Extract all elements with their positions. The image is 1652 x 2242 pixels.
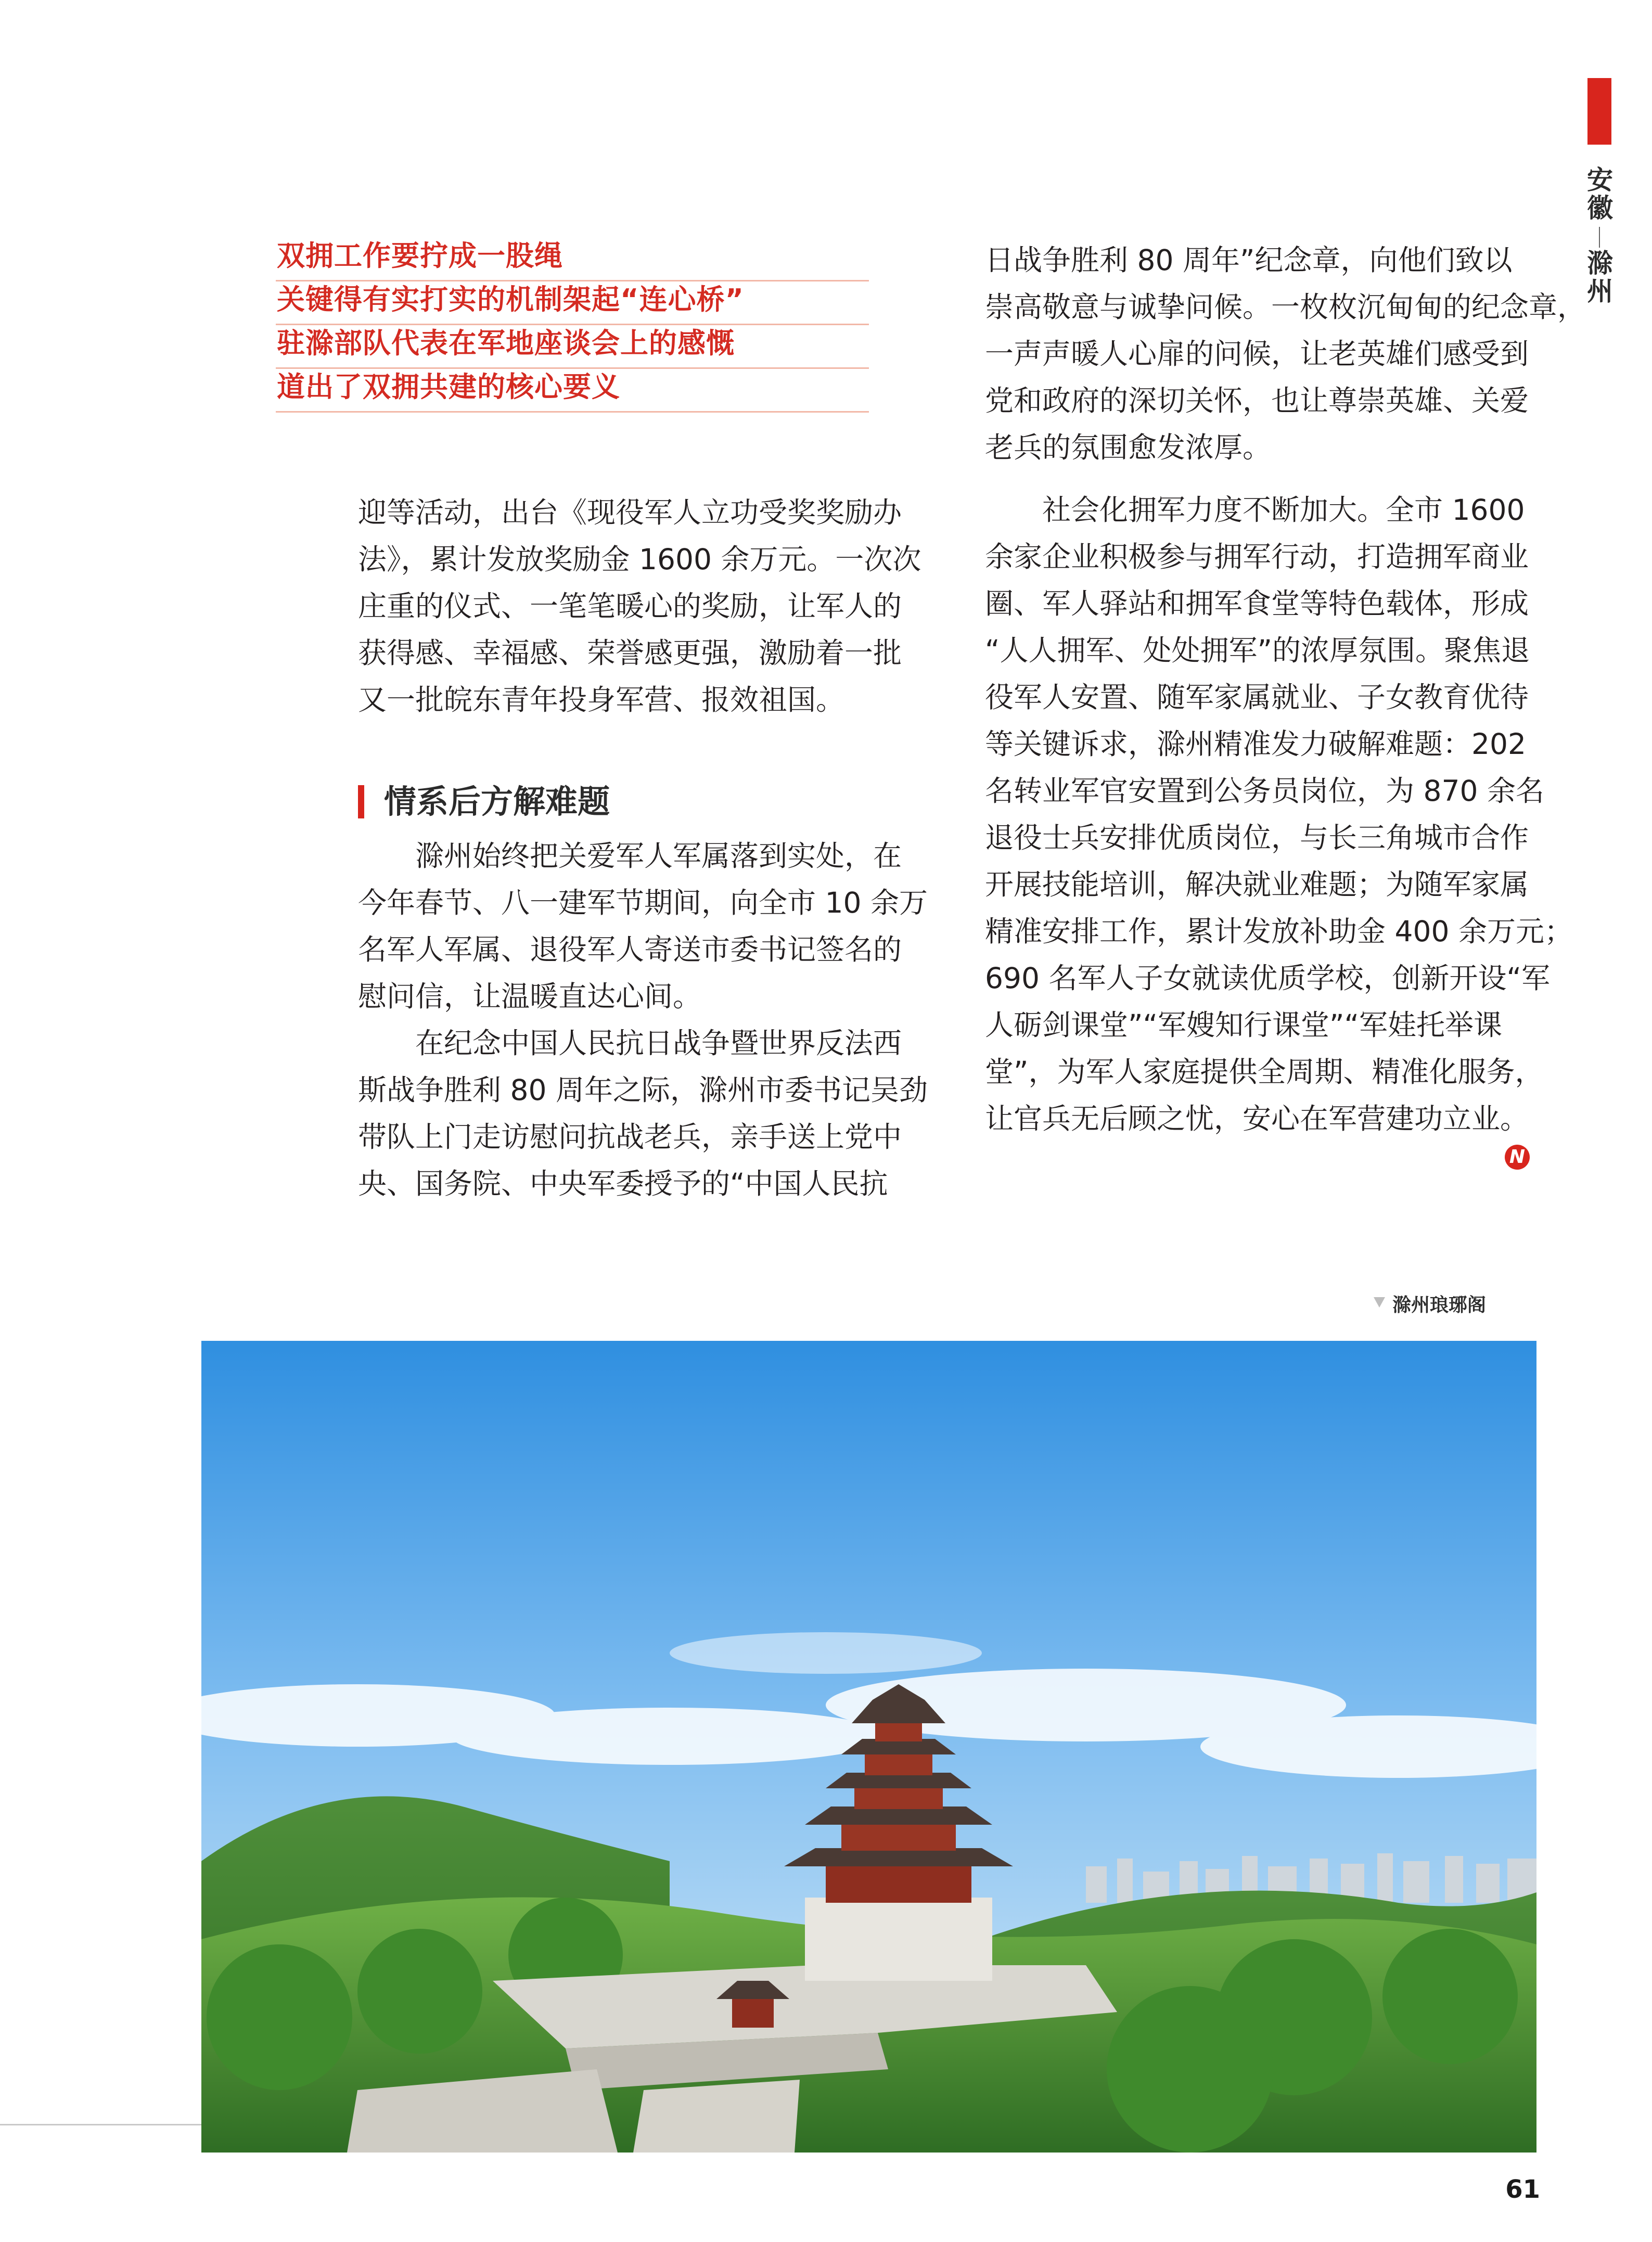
body-text-line: “人人拥军、处处拥军”的浓厚氛围。聚焦退 (985, 634, 1530, 667)
body-text-line: 等关键诉求，滁州精准发力破解难题：202 (985, 727, 1526, 761)
body-text-line: 退役士兵安排优质岗位，与长三角城市合作 (985, 821, 1529, 854)
body-text-line: 名军人军属、退役军人寄送市委书记签名的 (358, 933, 902, 966)
body-text-line: 慰问信，让温暖直达心间。 (358, 980, 702, 1013)
body-text-line: 余家企业积极参与拥军行动，打造拥军商业 (985, 540, 1529, 573)
section-heading-bar (358, 785, 364, 818)
pull-quote-line: 关键得有实打实的机制架起“连心桥” (276, 280, 869, 325)
body-text-line: 央、国务院、中央军委授予的“中国人民抗 (358, 1167, 888, 1200)
body-text-line: 一声声暖人心扉的问候，让老英雄们感受到 (985, 337, 1529, 370)
body-text-line: 老兵的氛围愈发浓厚。 (985, 431, 1272, 464)
pull-quote-line: 道出了双拥共建的核心要义 (276, 367, 869, 413)
bottom-rule (0, 2124, 201, 2125)
body-text-line: 堂”，为军人家庭提供全周期、精准化服务， (985, 1055, 1544, 1088)
body-text-line: 斯战争胜利 80 周年之际，滁州市委书记吴劲 (358, 1073, 928, 1107)
side-tab-char: 州 (1587, 276, 1613, 306)
body-text-line: 带队上门走访慰问抗战老兵，亲手送上党中 (358, 1120, 902, 1154)
body-text-line: 法》，累计发放奖励金 1600 余万元。一次次 (358, 543, 921, 576)
photo-caption: 滁州琅琊阁 (1392, 1295, 1487, 1316)
body-text-line: 开展技能培训，解决就业难题；为随军家属 (985, 868, 1529, 901)
body-text-line: 滁州始终把关爱军人军属落到实处，在 (358, 839, 902, 873)
side-tab-divider (1599, 227, 1600, 248)
pull-quote-line: 驻滁部队代表在军地座谈会上的感慨 (276, 324, 869, 369)
section-heading: 情系后方解难题 (384, 783, 610, 821)
body-text-line: 让官兵无后顾之忧，安心在军营建功立业。 (985, 1102, 1529, 1135)
body-text-line: 庄重的仪式、一笔笔暖心的奖励，让军人的 (358, 590, 902, 623)
pull-quote-line: 双拥工作要拧成一股绳 (276, 236, 869, 281)
body-text-line: 役军人安置、随军家属就业、子女教育优待 (985, 681, 1529, 714)
body-text-line: 迎等活动，出台《现役军人立功受奖奖励办 (358, 496, 902, 529)
photo-langya-pavilion (201, 1341, 1536, 2153)
body-text-line: 又一批皖东青年投身军营、报效祖国。 (358, 683, 845, 716)
body-text-line: 名转业军官安置到公务员岗位，为 870 余名 (985, 774, 1544, 808)
body-text-line: 社会化拥军力度不断加大。全市 1600 (985, 493, 1525, 527)
body-text-line: 圈、军人驿站和拥军食堂等特色载体，形成 (985, 587, 1529, 620)
body-text-line: 党和政府的深切关怀，也让尊崇英雄、关爱 (985, 384, 1529, 417)
article-end-icon: N (1505, 1145, 1530, 1170)
body-text-line: 获得感、幸福感、荣誉感更强，激励着一批 (358, 636, 902, 670)
side-accent-bar (1587, 78, 1611, 145)
body-text-line: 在纪念中国人民抗日战争暨世界反法西 (358, 1027, 902, 1060)
body-text-line: 690 名军人子女就读优质学校，创新开设“军 (985, 962, 1550, 995)
page-number: 61 (1505, 2175, 1540, 2204)
body-text-line: 日战争胜利 80 周年”纪念章，向他们致以 (985, 244, 1513, 277)
body-text-line: 崇高敬意与诚挚问候。一枚枚沉甸甸的纪念章， (985, 290, 1586, 324)
side-tab-char: 安 (1587, 165, 1613, 195)
body-text-line: 精准安排工作，累计发放补助金 400 余万元； (985, 915, 1573, 948)
side-tab-char: 徽 (1587, 193, 1613, 223)
body-text-line: 人砺剑课堂”“军嫂知行课堂”“军娃托举课 (985, 1008, 1502, 1042)
side-tab-char: 滁 (1587, 248, 1613, 278)
body-text-line: 今年春节、八一建军节期间，向全市 10 余万 (358, 886, 928, 919)
